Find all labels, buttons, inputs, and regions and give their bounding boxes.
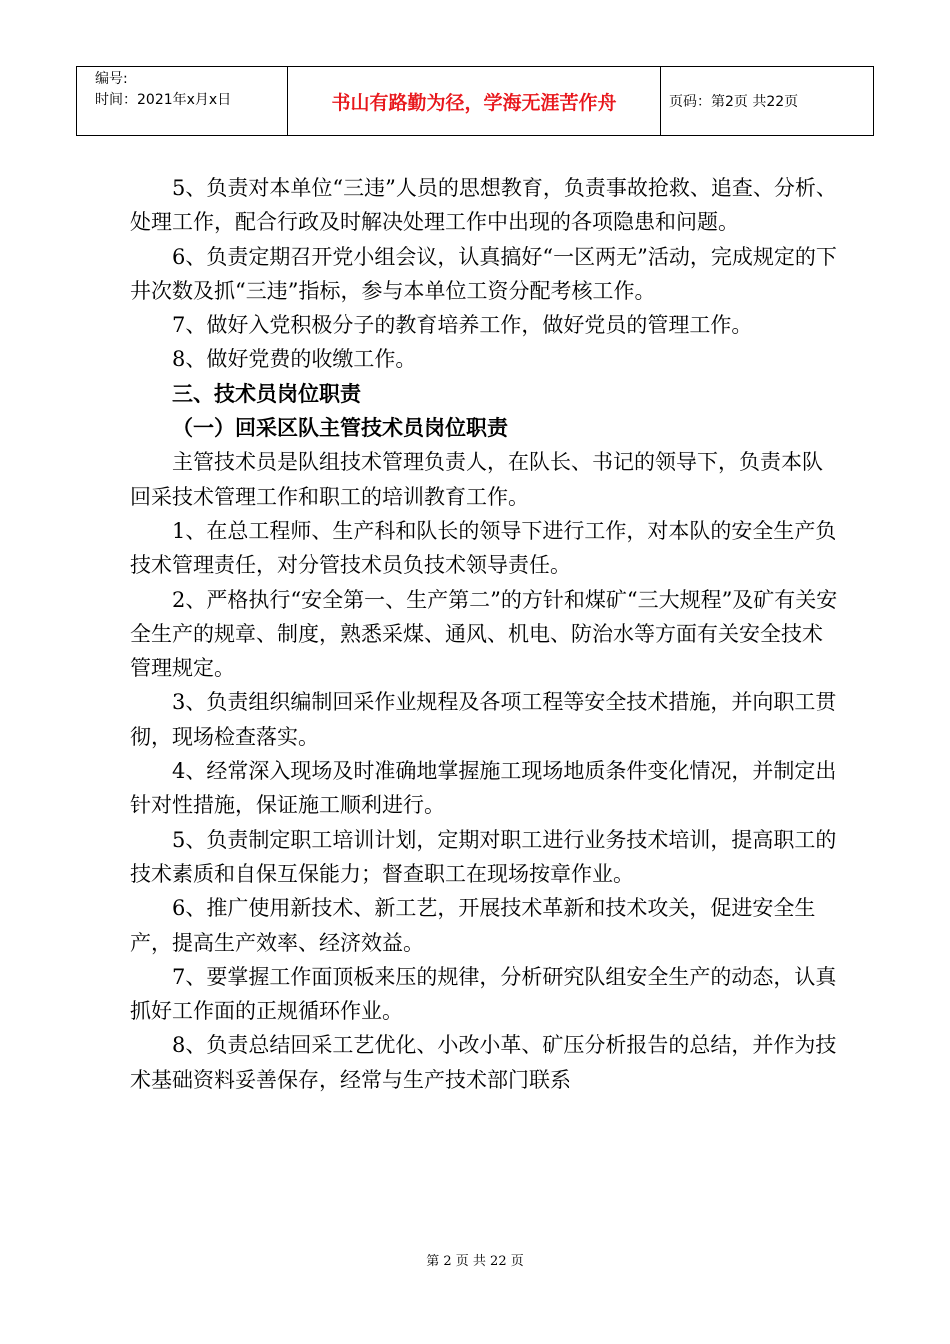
header-motto: 书山有路勤为径，学海无涯苦作舟: [288, 67, 661, 135]
body-paragraph: 4、经常深入现场及时准确地掌握施工现场地质条件变化情况，并制定出针对性措施，保证施工顺利进行。: [130, 759, 837, 818]
body-paragraph: 主管技术员是队组技术管理负责人，在队长、书记的领导下，负责本队回采技术管理工作和职工的培训教育工作。: [130, 450, 823, 509]
header-page-info: 页码：第2页 共22页: [669, 94, 799, 110]
body-paragraph: 8、做好党费的收缴工作。: [172, 347, 417, 372]
body-paragraph: 6、负责定期召开党小组会议，认真搞好“一区两无”活动，完成规定的下井次数及抓“三违”指标，参与本单位工资分配考核工作。: [130, 244, 837, 303]
body-paragraph: 5、负责制定职工培训计划，定期对职工进行业务技术培训，提高职工的技术素质和自保互保能力；督查职工在现场按章作业。: [130, 827, 837, 886]
body-paragraph: 3、负责组织编制回采作业规程及各项工程等安全技术措施，并向职工贯彻，现场检查落实。: [130, 690, 837, 749]
body-paragraph: 7、做好入党积极分子的教育培养工作，做好党员的管理工作。: [172, 313, 753, 338]
document-time-label: 时间：2021年x月x日: [95, 92, 232, 108]
document-body: [130, 171, 842, 1097]
body-paragraph: 7、要掌握工作面顶板来压的规律，分析研究队组安全生产的动态，认真抓好工作面的正规循环作业。: [130, 964, 837, 1024]
section-heading: （一）回采区队主管技术员岗位职责: [172, 416, 508, 441]
page-footer: 第 2 页 共 22 页: [426, 1254, 524, 1269]
document-number-label: 编号:: [95, 71, 128, 87]
header-meta: [77, 67, 288, 135]
page-header: [76, 66, 874, 136]
body-paragraph: 5、负责对本单位“三违”人员的思想教育，负责事故抢救、追查、分析、处理工作，配合行政及时解决处理工作中出现的各项隐患和问题。: [130, 176, 837, 235]
body-paragraph: 2、严格执行“安全第一、生产第二”的方针和煤矿“三大规程”及矿有关安全生产的规章、制度，熟悉采煤、通风、机电、防治水等方面有关安全技术管理规定。: [130, 587, 838, 681]
body-paragraph: 6、推广使用新技术、新工艺，开展技术革新和技术攻关，促进安全生产，提高生产效率、经济效益。: [130, 896, 816, 955]
body-paragraph: 1、在总工程师、生产科和队长的领导下进行工作，对本队的安全生产负技术管理责任，对分管技术员负技术领导责任。: [130, 518, 837, 578]
section-heading: 三、技术员岗位职责: [172, 381, 361, 406]
body-paragraph: 8、负责总结回采工艺优化、小改小革、矿压分析报告的总结，并作为技术基础资料妥善保存，经常与生产技术部门联系: [130, 1033, 837, 1092]
